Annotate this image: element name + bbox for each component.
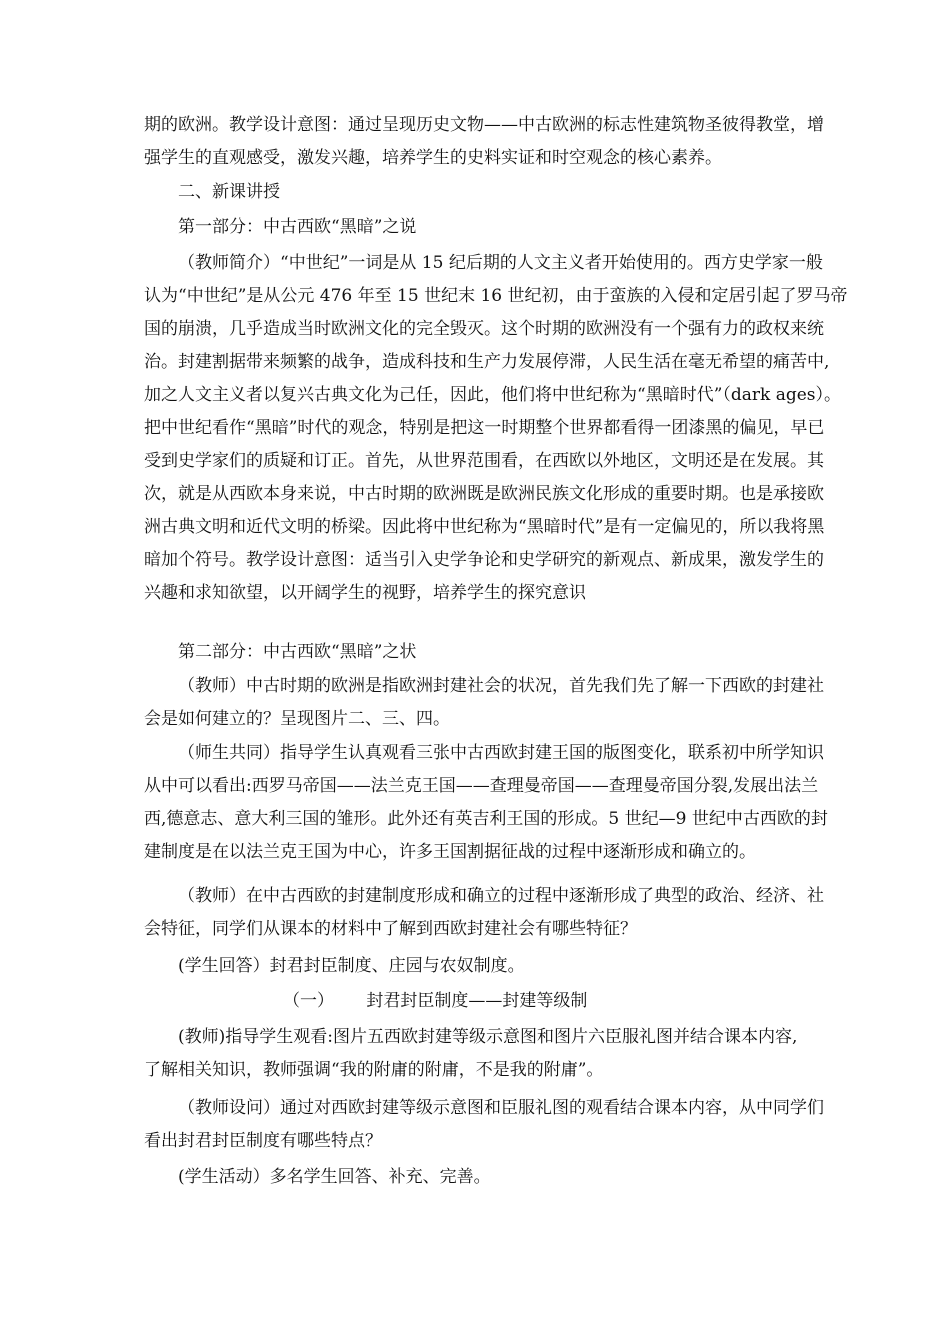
text-line: 看出封君封臣制度有哪些特点？ <box>144 1131 382 1151</box>
text-line: 认为“中世纪”是从公元 476 年至 15 世纪末 16 世纪初，由于蛮族的入侵和定居引起了罗马帝 <box>144 286 848 306</box>
text-line: 会是如何建立的？呈现图片二、三、四。 <box>144 709 450 729</box>
part2-shared-paragraph <box>144 737 828 869</box>
section-title: 二、新课讲授 <box>178 182 280 202</box>
sub-question-paragraph <box>144 1092 824 1158</box>
subsection-title: （一） 封君封臣制度——封建等级制 <box>283 991 588 1011</box>
text-line: （教师设问）通过对西欧封建等级示意图和臣服礼图的观看结合课本内容，从中同学们 <box>178 1098 824 1118</box>
text-line: 洲古典文明和近代文明的桥梁。因此将中世纪称为“黑暗时代”是有一定偏见的，所以我将黑 <box>144 517 825 537</box>
text-line: 兴趣和求知欲望，以开阔学生的视野，培养学生的探究意识 <box>144 583 586 603</box>
text-line: 从中可以看出:西罗马帝国——法兰克王国——查理曼帝国——查理曼帝国分裂,发展出法兰 <box>144 776 819 796</box>
text-line: 西,德意志、意大利三国的雏形。此外还有英吉利王国的形成。5 世纪—9 世纪中古西欧的封 <box>144 809 828 829</box>
text-line: 强学生的直观感受，激发兴趣，培养学生的史料实证和时空观念的核心素养。 <box>144 148 722 168</box>
text-line: 受到史学家们的质疑和订正。首先，从世界范围看，在西欧以外地区，文明还是在发展。其 <box>144 451 824 471</box>
text-line: 把中世纪看作“黑暗”时代的观念，特别是把这一时期整个世界都看得一团漆黑的偏见，早已 <box>144 418 825 438</box>
text-line: 次，就是从西欧本身来说，中古时期的欧洲既是欧洲民族文化形成的重要时期。也是承接欧 <box>144 484 824 504</box>
student-activity: (学生活动）多名学生回答、补充、完善。 <box>178 1167 491 1187</box>
intro-paragraph <box>144 109 824 175</box>
part2-teacher-paragraph <box>144 670 824 736</box>
text-line: 暗加个符号。教学设计意图：适当引入史学争论和史学研究的新观点、新成果，激发学生的 <box>144 550 824 570</box>
sub-teacher-paragraph <box>144 1021 807 1087</box>
text-line: 国的崩溃，几乎造成当时欧洲文化的完全毁灭。这个时期的欧洲没有一个强有力的政权来统 <box>144 319 824 339</box>
text-line: （师生共同）指导学生认真观看三张中古西欧封建王国的版图变化，联系初中所学知识 <box>178 743 824 763</box>
text-line: 会特征，同学们从课本的材料中了解到西欧封建社会有哪些特征？ <box>144 919 637 939</box>
text-line: （教师简介）“中世纪”一词是从 15 纪后期的人文主义者开始使用的。西方史学家一般 <box>178 253 823 273</box>
text-line: 建制度是在以法兰克王国为中心，许多王国割据征战的过程中逐渐形成和确立的。 <box>144 842 756 862</box>
text-line: 加之人文主义者以复兴古典文化为己任，因此，他们将中世纪称为“黑暗时代”（dark ages）。 <box>144 385 842 405</box>
part2-teacher2-paragraph <box>144 880 824 946</box>
text-line: 治。封建割据带来频繁的战争，造成科技和生产力发展停滞，人民生活在毫无希望的痛苦中, <box>144 352 830 372</box>
part2-title: 第二部分：中古西欧“黑暗”之状 <box>178 642 417 662</box>
part1-title: 第一部分：中古西欧“黑暗”之说 <box>178 217 417 237</box>
student-answer: (学生回答）封君封臣制度、庄园与农奴制度。 <box>178 956 525 976</box>
text-line: 了解相关知识，教师强调“我的附庸的附庸，不是我的附庸”。 <box>144 1060 604 1080</box>
part1-paragraph <box>144 247 848 610</box>
text-line: （教师）在中古西欧的封建制度形成和确立的过程中逐渐形成了典型的政治、经济、社 <box>178 886 824 906</box>
text-line: (教师)指导学生观看:图片五西欧封建等级示意图和图片六臣服礼图并结合课本内容, <box>178 1027 798 1047</box>
text-line: 期的欧洲。教学设计意图：通过呈现历史文物——中古欧洲的标志性建筑物圣彼得教堂，增 <box>144 115 824 135</box>
text-line: （教师）中古时期的欧洲是指欧洲封建社会的状况，首先我们先了解一下西欧的封建社 <box>178 676 824 696</box>
